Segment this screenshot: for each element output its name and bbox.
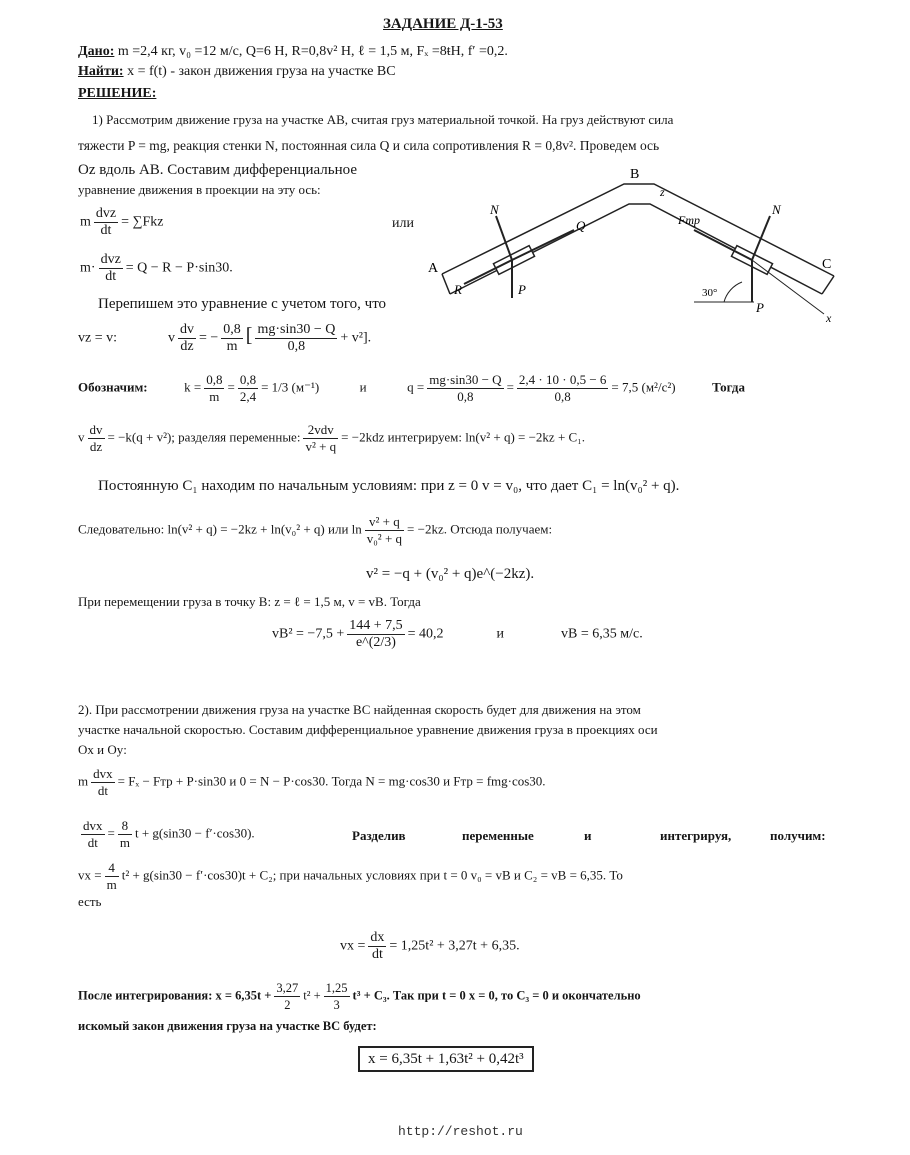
fraction-denominator: 2,4 [239, 389, 257, 404]
fraction-denominator: m [106, 877, 117, 892]
eq-text: = 7,5 (м²/с²) [611, 379, 676, 395]
separation-line [78, 422, 585, 455]
fraction-denominator: v₀² + q [366, 531, 403, 546]
fraction-numerator: dvz [100, 252, 121, 267]
fraction-denominator: dt [371, 947, 383, 962]
fraction [178, 322, 196, 355]
arrow-n-right [752, 216, 770, 260]
eq-text: = ∑Fkz [121, 214, 164, 230]
eq-text: vx = [340, 938, 366, 954]
eq-text: = −2kz. Отсюда получаем: [407, 521, 553, 537]
eq-text: = − [199, 330, 219, 346]
eq-text: t + g(sin30 − f′·cos30). [134, 825, 255, 841]
part2-velocity-formula [340, 930, 520, 963]
word-integriruya: интегрируя, [660, 828, 732, 843]
eq-text: = −k(q + v²); разделяя переменные: [107, 429, 301, 445]
fraction-numerator: mg·sin30 − Q [429, 372, 502, 387]
velocity-squared-formula: v² = −q + (v₀² + q)e^(−2kz). [366, 566, 535, 582]
fraction [365, 514, 404, 547]
eq-text: Следовательно: ln(v² + q) = −2kz + ln(v₀² + q) или ln [78, 521, 362, 537]
page-title: ЗАДАНИЕ Д-1-53 [383, 16, 503, 32]
fraction [238, 372, 258, 405]
eq-text: = Fₓ − Fтр + P·sin30 и 0 = N − P·cos30. Тогда N = mg·cos30 и Fтр = fmg·cos30. [117, 773, 546, 789]
word-peremennye: переменные [462, 828, 534, 843]
fraction-denominator: dt [87, 835, 98, 850]
footer-url: http://reshot.ru [398, 1124, 523, 1139]
part1-paragraph-5: Перепишем это уравнение с учетом того, что [98, 296, 387, 312]
eq-text: m [80, 214, 91, 230]
part1-paragraph-1: 1) Рассмотрим движение груза на участке АВ, считая груз материальной точкой. На груз действуют сила [92, 112, 674, 127]
eq-text: = [227, 379, 235, 395]
part2-paragraph-3: Ox и Oy: [78, 742, 127, 757]
fraction-numerator: 8 [118, 818, 132, 835]
part2-law-text: искомый закон движения груза на участке ВС будет: [78, 1019, 377, 1033]
label-z: z [660, 185, 665, 199]
fraction-denominator: dt [100, 223, 112, 238]
fraction [99, 252, 123, 285]
eq-text: vB² = −7,5 + [272, 626, 345, 642]
fraction [368, 930, 386, 963]
or-word: или [392, 216, 414, 231]
fraction-numerator: 2,4 · 10 · 0,5 − 6 [518, 372, 607, 387]
fraction-numerator: 0,8 [239, 372, 257, 387]
fraction-denominator: m [226, 339, 238, 354]
fraction-numerator: v² + q [365, 514, 404, 531]
angle-arc [724, 282, 742, 302]
eq-text: и [496, 626, 505, 642]
part2-equation-1 [78, 766, 546, 799]
fraction-numerator: 3,27 [276, 981, 299, 995]
part2-paragraph-1: 2). При рассмотрении движения груза на участке ВС найденная скорость будет для движения на этом [78, 702, 641, 717]
fraction-numerator: mg·sin30 − Q [257, 322, 336, 337]
fraction-numerator: 2vdv [303, 422, 338, 439]
equation-motion-sum [80, 206, 164, 239]
fraction-numerator: 4 [105, 860, 119, 877]
eq-text: и [359, 379, 367, 395]
fraction-numerator: dvz [95, 206, 117, 221]
eq-text: = Q − R − P·sin30. [125, 260, 233, 276]
fraction-denominator: dt [97, 783, 108, 798]
fraction-denominator: dz [89, 439, 103, 454]
label-angle: 30° [702, 287, 718, 299]
fraction-denominator: m [209, 389, 220, 404]
eq-text: vx = [78, 867, 102, 883]
fraction [105, 860, 119, 893]
part2-paragraph-2: участке начальной скоростью. Составим дифференциальное уравнение движения груза в проекциях оси [78, 722, 658, 737]
eq-text: = [506, 379, 514, 395]
eq-text: = 1,25t² + 3,27t + 6,35. [389, 938, 520, 954]
fraction [88, 422, 105, 455]
label-n-right: N [772, 202, 781, 217]
fraction [81, 818, 105, 851]
vb-result: vB = 6,35 м/с. [561, 626, 643, 642]
fraction-numerator: dv [89, 422, 103, 437]
eq-text: Тогда [712, 379, 745, 395]
eq-text: = 40,2 [407, 626, 444, 642]
vb-formula [272, 618, 643, 651]
part2-integral-line [78, 860, 623, 893]
fraction [91, 766, 115, 799]
label-c: C [822, 257, 832, 272]
fraction-denominator: 2 [284, 998, 291, 1012]
part1-paragraph-3: Oz вдоль АВ. Составим дифференциальное [78, 162, 357, 178]
fraction-numerator: 1,25 [325, 981, 348, 995]
fraction-denominator: 0,8 [554, 389, 571, 404]
eq-text: k = [184, 379, 202, 395]
force-diagram [424, 164, 844, 324]
fraction-denominator: dz [180, 339, 194, 354]
part2-int-tail: есть [78, 894, 102, 909]
constant-line: Постоянную C₁ находим по начальным условиям: при z = 0 v = v₀, что дает C₁ = ln(v₀² + q). [98, 478, 680, 494]
label-x: x [826, 311, 832, 324]
eq-text: = −2kdz интегрируем: ln(v² + q) = −2kz + C₁. [341, 429, 585, 445]
eq-text: q = [407, 379, 425, 395]
part1-paragraph-4: уравнение движения в проекции на эту ось: [78, 182, 321, 197]
eq-text: t² + g(sin30 − f′·cos30)t + C₂; при начальных условиях при t = 0 v₀ = vB и C₂ = vB = 6,35. То [121, 867, 623, 883]
find-line [78, 64, 396, 80]
label-p-left: P [518, 282, 526, 297]
fraction-numerator: dv [180, 322, 194, 337]
final-answer-box: x = 6,35t + 1,63t² + 0,42t³ [358, 1046, 534, 1072]
fraction [347, 618, 404, 651]
channel-inner-wall [450, 204, 822, 294]
eq-text: m [78, 773, 89, 789]
eq-text: m· [80, 260, 96, 276]
label-b: B [630, 167, 640, 182]
label-a: A [428, 261, 439, 276]
denote-label: Обозначим: [78, 379, 148, 395]
substitution-line [78, 514, 552, 547]
equation-v-dv-dz: vz = v: v $\frac{dv}{dz}$ = − $\frac{0,8}{m}$ [ $\frac{mg\cdot\sin 30 - Q}{0,8}$ + v²]. [78, 322, 372, 354]
fraction [204, 372, 224, 405]
fraction-denominator: 0,8 [457, 389, 474, 404]
find-text: x = f(t) - закон движения груза на участке ВС [127, 64, 396, 79]
label-ftr: Fтр [678, 213, 700, 227]
eq-text: = 1/3 (м⁻¹) [261, 379, 320, 395]
arrow-ftr-right [694, 230, 752, 260]
fraction-numerator: dvx [83, 818, 103, 833]
fraction [303, 422, 338, 455]
part1-paragraph-2: тяжести P = mg, реакция стенки N, постоянная сила Q и сила сопротивления R = 0,8v². Проведем ось [78, 138, 660, 153]
fraction [94, 206, 118, 239]
arrow-n-left [496, 216, 512, 260]
word-poluchim: получим: [770, 828, 826, 843]
fraction [427, 372, 503, 405]
fraction [324, 980, 350, 1013]
part2-equation-2 [78, 818, 255, 851]
channel-end-a [442, 274, 450, 294]
label-p-right: P [756, 300, 764, 315]
fraction-numerator: 144 + 7,5 [349, 618, 403, 633]
part2-after-integration [78, 980, 641, 1013]
solution-label: РЕШЕНИЕ: [78, 86, 157, 101]
word-i: и [584, 828, 592, 843]
eq-text: t³ + C₃. Так при t = 0 x = 0, то C₃ = 0 и окончательно [352, 988, 641, 1003]
label-n-left: N [490, 202, 499, 217]
fraction-denominator: 3 [333, 998, 340, 1012]
fraction-denominator: e^(2/3) [355, 635, 396, 650]
word-razdeliv: Разделив [352, 828, 406, 843]
eq-text: vz = v: [78, 330, 117, 346]
fraction-numerator: dx [370, 930, 385, 945]
fraction-numerator: 0,8 [206, 372, 223, 387]
fraction-denominator: 0,8 [287, 339, 306, 354]
fraction-denominator: m [119, 835, 130, 850]
label-q: Q [576, 218, 586, 233]
label-r: R [454, 282, 462, 297]
eq-text: После интегрирования: x = 6,35t + [78, 988, 272, 1003]
eq-text: + v²]. [340, 330, 372, 346]
point-b-line: При перемещении груза в точку B: z = ℓ = 1,5 м, v = vB. Тогда [78, 594, 421, 609]
eq-text: v [78, 429, 85, 445]
fraction [118, 818, 132, 851]
fraction [221, 322, 243, 355]
fraction-denominator: dt [105, 269, 117, 284]
fraction [274, 980, 300, 1013]
fraction [255, 322, 337, 355]
fraction-numerator: dvx [93, 766, 113, 781]
given-line [78, 44, 508, 60]
given-label: Дано: [78, 44, 115, 59]
eq-text: = [107, 825, 115, 841]
eq-text: v [168, 330, 175, 346]
channel-end-c [822, 276, 834, 294]
fraction-numerator: 0,8 [223, 322, 241, 337]
fraction [517, 372, 609, 405]
find-label: Найти: [78, 64, 124, 79]
equation-motion-forces [80, 252, 233, 285]
fraction-denominator: v² + q [305, 439, 337, 454]
denote-line [78, 372, 745, 405]
eq-text: t² + [303, 988, 321, 1003]
given-text: m =2,4 кг, v₀ =12 м/с, Q=6 Н, R=0,8v² Н, ℓ = 1,5 м, Fₓ =8ŧН, f′ =0,2. [117, 44, 508, 59]
